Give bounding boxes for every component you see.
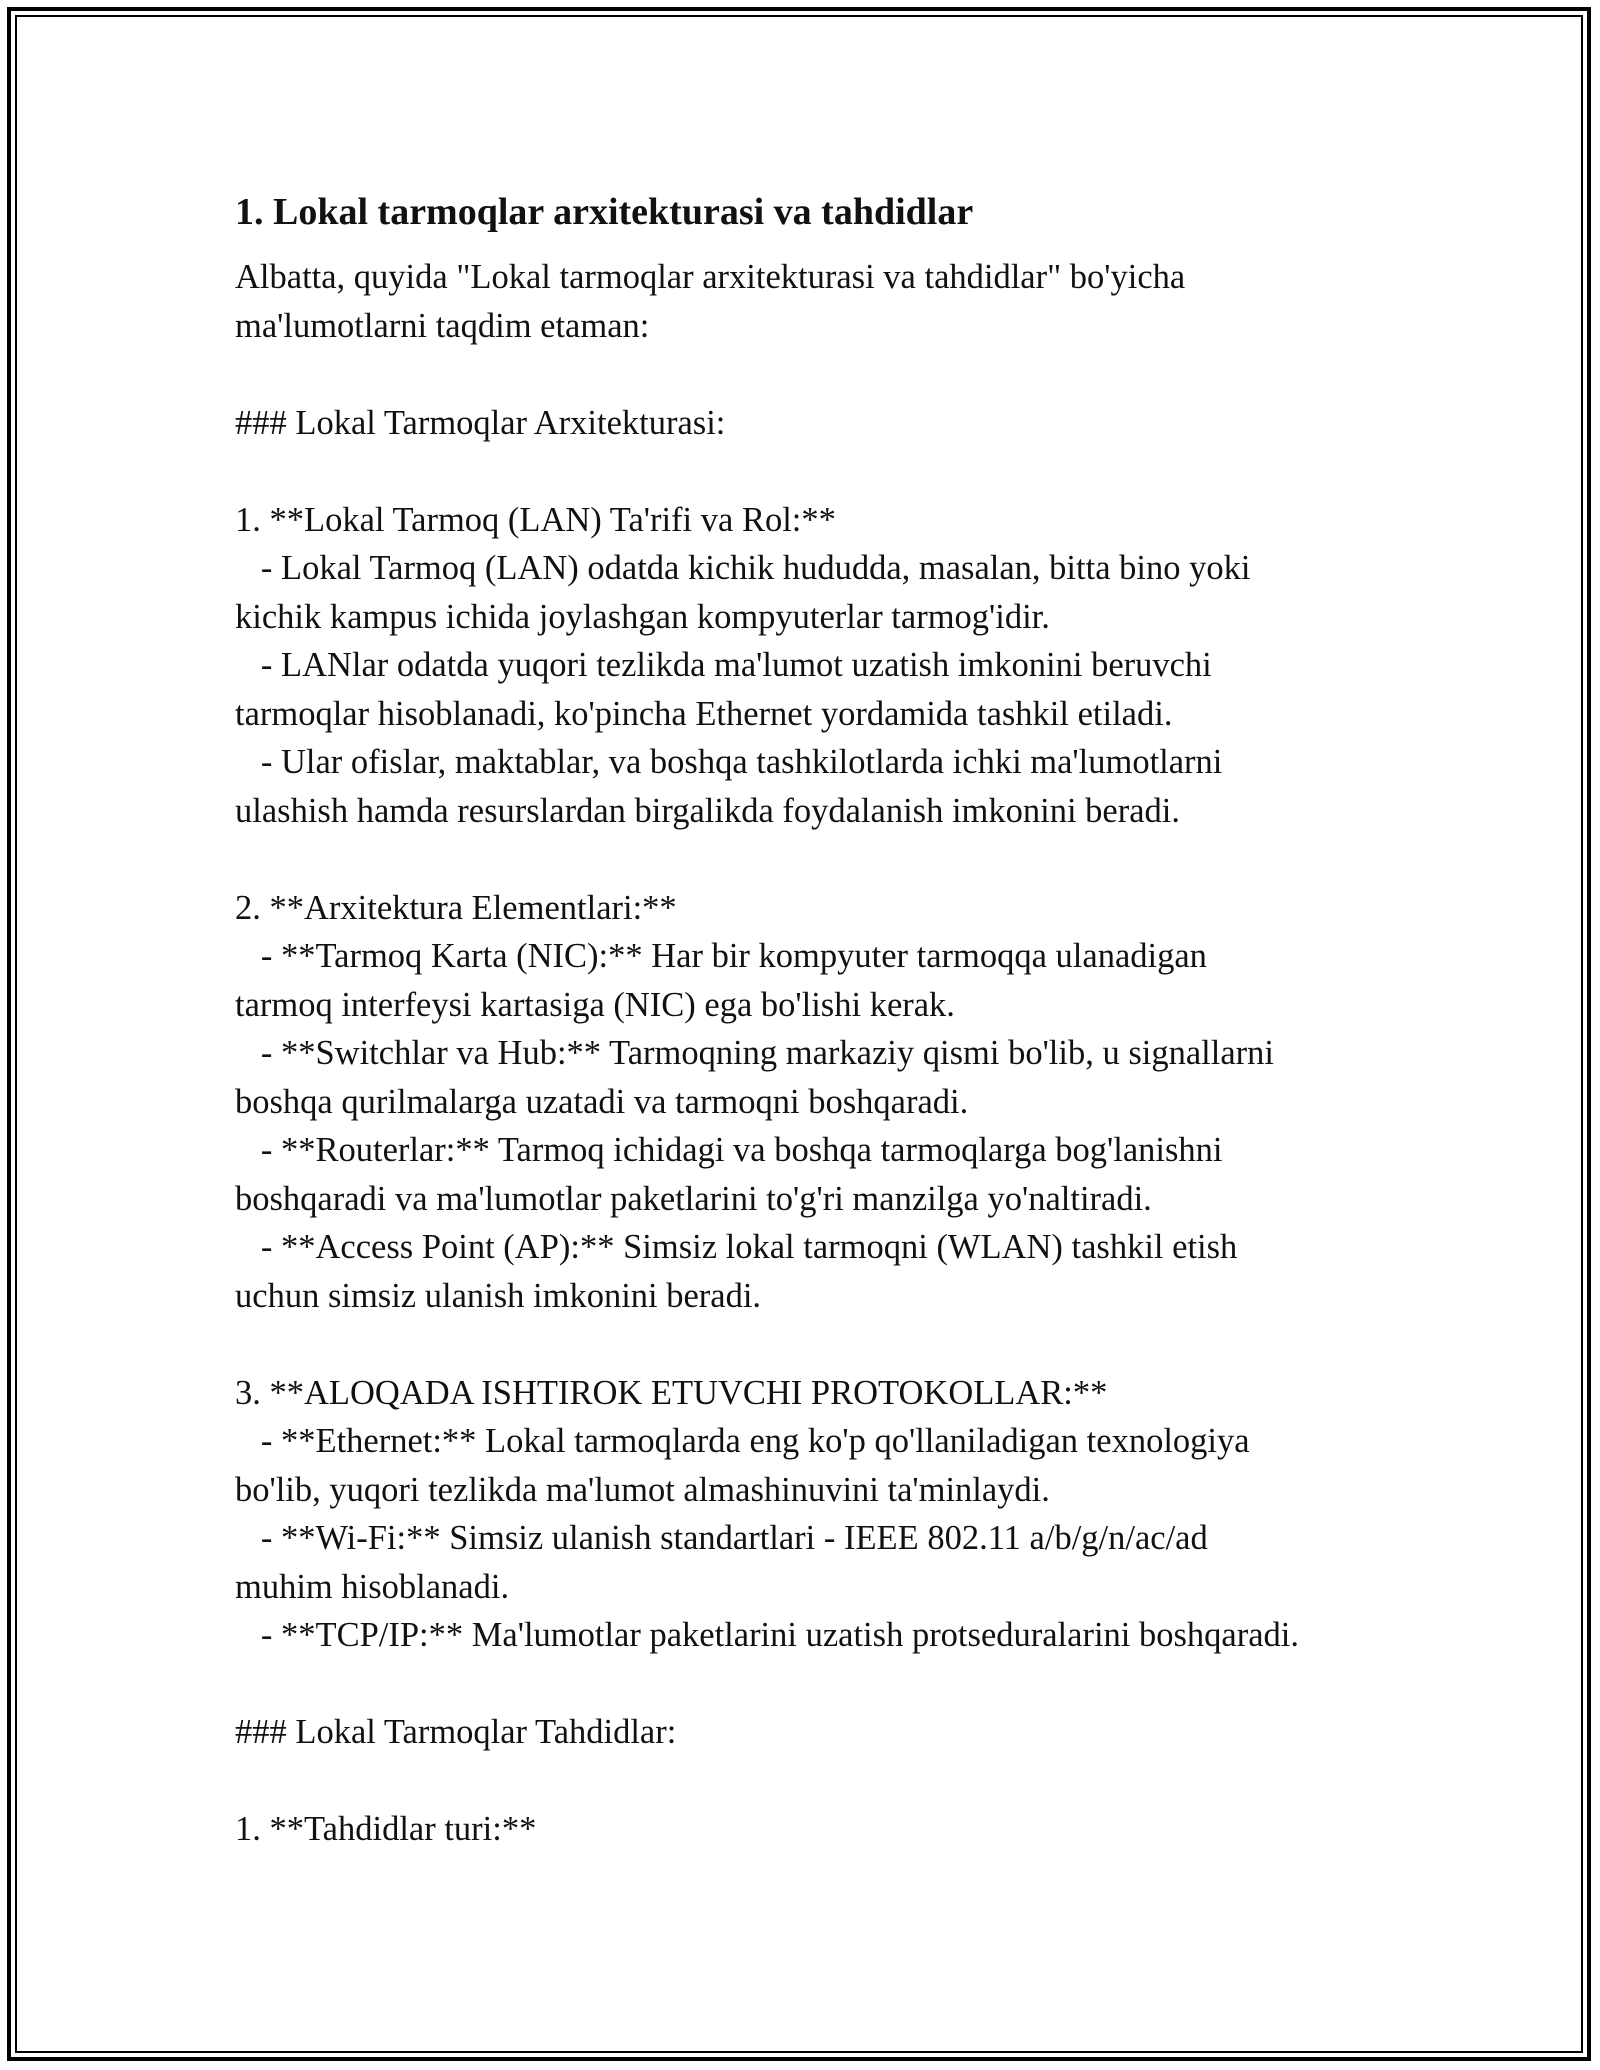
- document-content: [235, 185, 1395, 1854]
- document-body: Albatta, quyida "Lokal tarmoqlar arxitekturasi va tahdidlar" bo'yicha ma'lumotlarni taqdim etaman: ### Lokal Tarmoqlar Arxitekturasi: 1. **Lokal Tarmoq (LAN) Ta'rifi va Rol:** - Lokal Tarmoq (LAN) odatda kichik hududda, masalan, bitta bino yoki kichik kampus ichida joylashgan kompyuterlar tarmog'idir. - LANlar odatda yuqori tezlikda ma'lumot uzatish imkonini beruvchi tarmoqlar hisoblanadi, ko'pincha Ethernet yordamida tashkil etiladi. - Ular ofislar, maktablar, va boshqa tashkilotlarda ichki ma'lumotlarni ulashish hamda resurslardan birgalikda foydalanish imkonini beradi. 2. **Arxitektura Elementlari:** - **Tarmoq Karta (NIC):** Har bir kompyuter tarmoqqa ulanadigan tarmoq interfeysi kartasiga (NIC) ega bo'lishi kerak. - **Switchlar va Hub:** Tarmoqning markaziy qismi bo'lib, u signallarni boshqa qurilmalarga uzatadi va tarmoqni boshqaradi. - **Routerlar:** Tarmoq ichidagi va boshqa tarmoqlarga bog'lanishni boshqaradi va ma'lumotlar paketlarini to'g'ri manzilga yo'naltiradi. - **Access Point (AP):** Simsiz lokal tarmoqni (WLAN) tashkil etish uchun simsiz ulanish imkonini beradi. 3. **ALOQADA ISHTIROK ETUVCHI PROTOKOLLAR:** - **Ethernet:** Lokal tarmoqlarda eng ko'p qo'llaniladigan texnologiya bo'lib, yuqori tezlikda ma'lumot almashinuvini ta'minlaydi. - **Wi-Fi:** Simsiz ulanish standartlari - IEEE 802.11 a/b/g/n/ac/ad muhim hisoblanadi. - **TCP/IP:** Ma'lumotlar paketlarini uzatish protseduralarini boshqaradi. ### Lokal Tarmoqlar Tahdidlar: 1. **Tahdidlar turi:**: [235, 258, 1299, 1848]
- document-title: 1. Lokal tarmoqlar arxitekturasi va tahdidlar: [235, 191, 974, 233]
